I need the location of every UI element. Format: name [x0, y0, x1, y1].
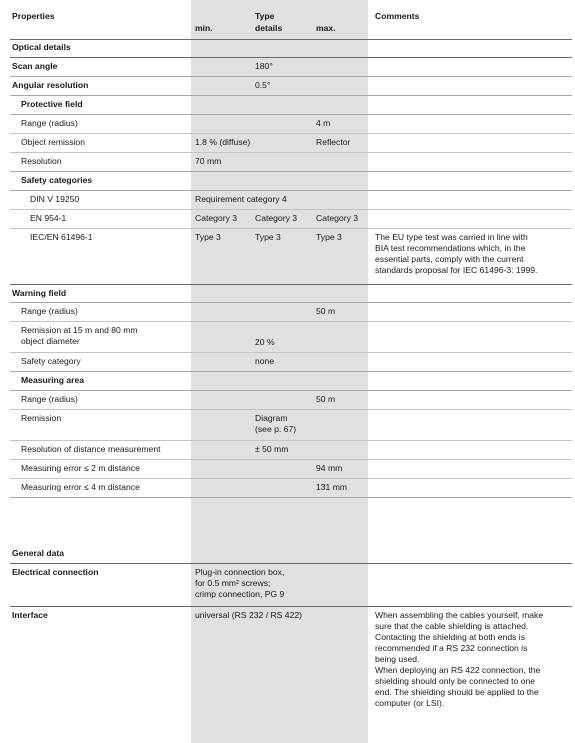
safety-category-type: none [255, 356, 275, 366]
angular-resolution-label: Angular resolution [12, 80, 89, 90]
warning-remission-label: Remission at 15 m and 80 mm [21, 325, 138, 335]
header-type: Type [255, 11, 275, 21]
header-min: min. [195, 23, 213, 33]
divider [10, 114, 572, 115]
iec-comment-line: BIA test recommendations which, in the [375, 243, 526, 253]
angular-resolution-value: 0.5° [255, 80, 271, 90]
en954-min: Category 3 [195, 213, 238, 223]
measuring-remission-type: Diagram [255, 413, 288, 423]
divider [10, 352, 572, 353]
interface-value: universal (RS 232 / RS 422) [195, 610, 302, 620]
divider [10, 95, 572, 96]
measuring-area-title: Measuring area [21, 375, 85, 385]
divider [10, 606, 572, 607]
header-properties: Properties [12, 11, 55, 21]
interface-comment-line: computer (or LSI). [375, 698, 445, 708]
error-4m-label: Measuring error ≤ 4 m distance [21, 482, 140, 492]
iec-label: IEC/EN 61496-1 [30, 232, 93, 242]
object-remission-label: Object remission [21, 137, 85, 147]
iec-min: Type 3 [195, 232, 221, 242]
resolution-label: Resolution [21, 156, 62, 166]
error-2m-label: Measuring error ≤ 2 m distance [21, 463, 140, 473]
warning-range-max: 50 m [316, 306, 336, 316]
protective-field-title: Protective field [21, 99, 83, 109]
measuring-range-max: 50 m [316, 394, 336, 404]
measuring-range-label: Range (radius) [21, 394, 78, 404]
distance-resolution-type: ± 50 mm [255, 444, 289, 454]
divider [10, 371, 572, 372]
divider [10, 497, 572, 498]
protective-range-label: Range (radius) [21, 118, 78, 128]
iec-type: Type 3 [255, 232, 281, 242]
protective-range-max: 4 m [316, 118, 331, 128]
header-details: details [255, 23, 283, 33]
en954-type: Category 3 [255, 213, 298, 223]
divider [10, 321, 572, 322]
warning-remission-type: 20 % [255, 337, 275, 347]
divider [10, 190, 572, 191]
iec-comment-line: The EU type test was carried in line with [375, 232, 528, 242]
divider [10, 76, 572, 77]
electrical-connection-value: Plug-in connection box, [195, 567, 285, 577]
error-2m-max: 94 mm [316, 463, 343, 473]
din-value: Requirement category 4 [195, 194, 287, 204]
section-optical-title: Optical details [12, 42, 71, 52]
distance-resolution-label: Resolution of distance measurement [21, 444, 161, 454]
interface-comment-line: Contacting the shielding at both ends is [375, 632, 526, 642]
electrical-connection-value: crimp connection, PG 9 [195, 589, 285, 599]
divider [10, 171, 572, 172]
divider [10, 440, 572, 441]
divider [10, 39, 572, 40]
divider [10, 459, 572, 460]
header-max: max. [316, 23, 336, 33]
en954-max: Category 3 [316, 213, 359, 223]
object-remission-min: 1.8 % (diffuse) [195, 137, 251, 147]
interface-comment-line: When assembling the cables yourself, make [375, 610, 544, 620]
interface-comment-line: When deploying an RS 422 connection, the [375, 665, 541, 675]
divider [10, 209, 572, 210]
divider [10, 302, 572, 303]
safety-categories-title: Safety categories [21, 175, 93, 185]
error-4m-max: 131 mm [316, 482, 348, 492]
header-comments: Comments [375, 11, 420, 21]
divider [10, 133, 572, 134]
warning-range-label: Range (radius) [21, 306, 78, 316]
safety-category-label: Safety category [21, 356, 81, 366]
divider [10, 563, 572, 564]
measuring-remission-type: (see p. 67) [255, 424, 297, 434]
divider [10, 478, 572, 479]
interface-label: Interface [12, 610, 48, 620]
measuring-remission-label: Remission [21, 413, 62, 423]
general-data-title: General data [12, 548, 65, 558]
divider [10, 409, 572, 410]
divider [10, 152, 572, 153]
interface-comment-line: recommended if a RS 232 connection is [375, 643, 528, 653]
divider [10, 390, 572, 391]
resolution-min: 70 mm [195, 156, 222, 166]
divider [10, 284, 572, 285]
divider [10, 228, 572, 229]
iec-max: Type 3 [316, 232, 342, 242]
en954-label: EN 954-1 [30, 213, 67, 223]
divider [10, 57, 572, 58]
electrical-connection-label: Electrical connection [12, 567, 99, 577]
scan-angle-value: 180° [255, 61, 273, 71]
warning-remission-label: object diameter [21, 336, 80, 346]
scan-angle-label: Scan angle [12, 61, 58, 71]
warning-field-title: Warning field [12, 288, 67, 298]
iec-comment-line: essential parts, comply with the current [375, 254, 524, 264]
din-label: DIN V 19250 [30, 194, 80, 204]
interface-comment-line: sure that the cable shielding is attached. [375, 621, 529, 631]
electrical-connection-value: for 0.5 mm² screws; [195, 578, 271, 588]
interface-comment-line: end. The shielding should be applied to the [375, 687, 539, 697]
interface-comment-line: being used. [375, 654, 420, 664]
interface-comment-line: shielding should only be connected to one [375, 676, 536, 686]
iec-comment-line: standards proposal for IEC 61496-3: 1999. [375, 265, 538, 275]
object-remission-max: Reflector [316, 137, 351, 147]
